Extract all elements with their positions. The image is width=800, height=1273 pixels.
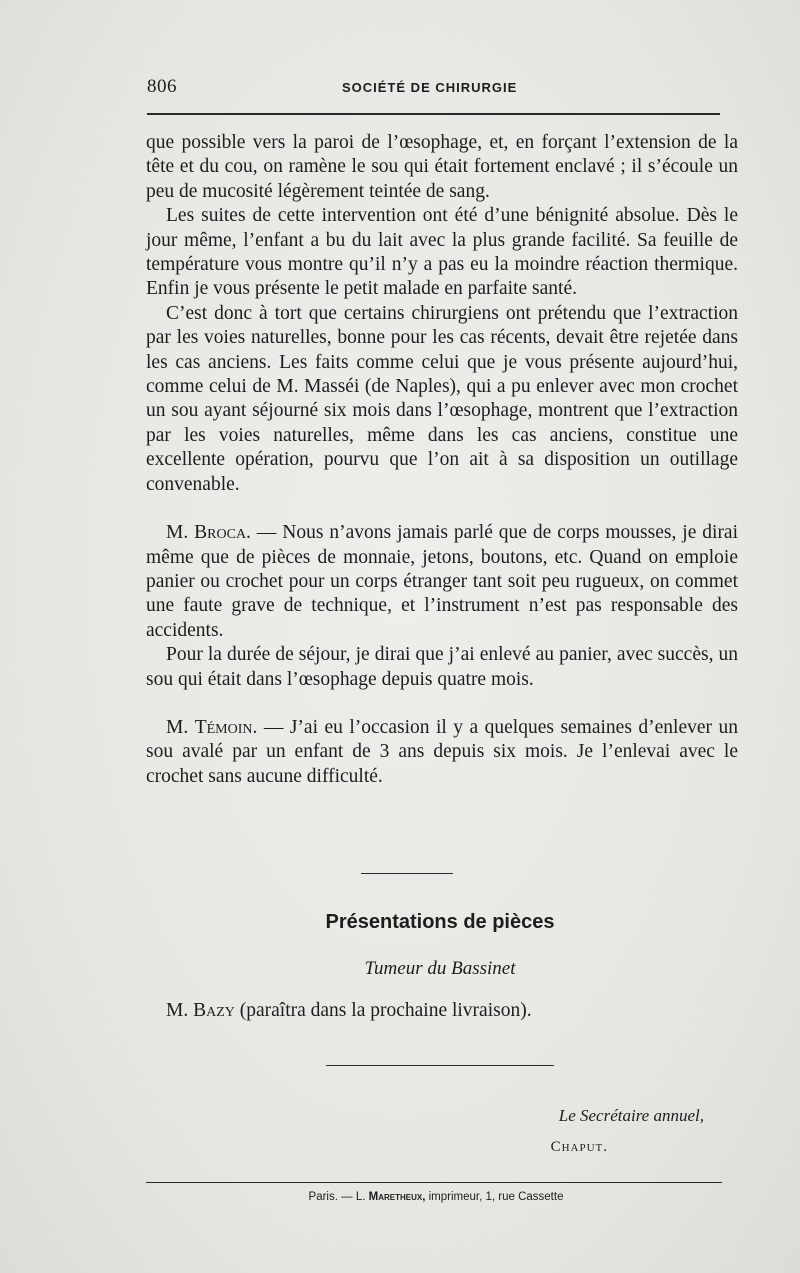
footer-rule xyxy=(146,1182,722,1183)
paragraph-continuation: que possible vers la paroi de l’œsophage, et, en forçant l’extension de la tête et du cou, on ramène le sou qui était fortement enclavé ; il s’écoule un peu de mucosité légèrement teintée de sang. xyxy=(146,132,738,202)
paragraph-gap xyxy=(146,497,738,521)
speaker-name-temoin: Témoin. xyxy=(194,716,258,738)
footer-city: Paris. — L. xyxy=(308,1191,366,1203)
paragraph-broca xyxy=(146,521,738,643)
footer-address: imprimeur, 1, rue Cassette xyxy=(428,1191,564,1203)
section-heading: Présentations de pièces xyxy=(325,911,555,933)
body-text xyxy=(146,131,738,789)
speaker-prefix: M. xyxy=(166,522,189,544)
presenter-note: (paraîtra dans la prochaine livraison). xyxy=(239,1000,532,1021)
paragraph-conclusion: C’est donc à tort que certains chirurgiens ont prétendu que l’extraction par les voies naturelles, bonne pour les cas récents, devait être rejetée dans les cas anciens. Les faits comme celui que je vous présente aujourd’hui, comme celui de M. Masséi (de Naples), qui a pu enlever avec mon crochet un sou ayant séjourné six mois dans l’œsophage, montrent que l’extraction par les voies naturelles, même dans les cas anciens, constitue une excellente opération, pourvu que l’on ait à sa disposition un outillage convenable. xyxy=(146,302,738,495)
speaker-prefix: M. xyxy=(166,716,189,738)
signature-name: Chaput. xyxy=(550,1139,608,1155)
temoin-remark: — J’ai eu l’occasion il y a quelques semaines d’enlever un sou avalé par un enfant de 3 ans depuis six mois. Je l’enlevai avec le crochet sans aucune difficulté. xyxy=(146,716,738,787)
paragraph-temoin xyxy=(146,716,738,789)
closing-divider xyxy=(326,1065,554,1066)
footer-imprint xyxy=(0,1191,800,1203)
paragraph-broca-2: Pour la durée de séjour, je dirai que j’ai enlevé au panier, avec succès, un sou qui était dans l’œsophage depuis quatre mois. xyxy=(146,644,738,690)
presentation-entry xyxy=(166,1000,532,1022)
section-divider xyxy=(361,873,453,874)
running-title: SOCIÉTÉ DE CHIRURGIE xyxy=(342,80,518,95)
section-subheading: Tumeur du Bassinet xyxy=(364,958,516,979)
header-rule xyxy=(147,113,720,115)
signature-role: Le Secrétaire annuel, xyxy=(558,1106,704,1125)
footer-printer: Maretheux, xyxy=(368,1191,426,1203)
presenter-name: Bazy xyxy=(193,1000,235,1021)
paragraph-suites: Les suites de cette intervention ont été d’une bénignité absolue. Dès le jour même, l’enfant a bu du lait avec la plus grande facilité. Sa feuille de température vous montre qu’il n’y a pas eu la moindre réaction thermique. Enfin je vous présente le petit malade en parfaite santé. xyxy=(146,205,738,300)
paragraph-gap xyxy=(146,692,738,716)
page-header xyxy=(147,76,720,102)
page-number: 806 xyxy=(147,76,177,97)
presenter-prefix: M. xyxy=(166,1000,189,1021)
speaker-name-broca: Broca. xyxy=(194,522,251,544)
broca-remark: — Nous n’avons jamais parlé que de corps mousses, je dirai même que de pièces de monnaie, jetons, boutons, etc. Quand on emploie panier ou crochet pour un corps étranger tant soit peu rugueux, on commet une faute grave de technique, et l’instrument n’est pas responsable des accidents. xyxy=(146,522,739,641)
